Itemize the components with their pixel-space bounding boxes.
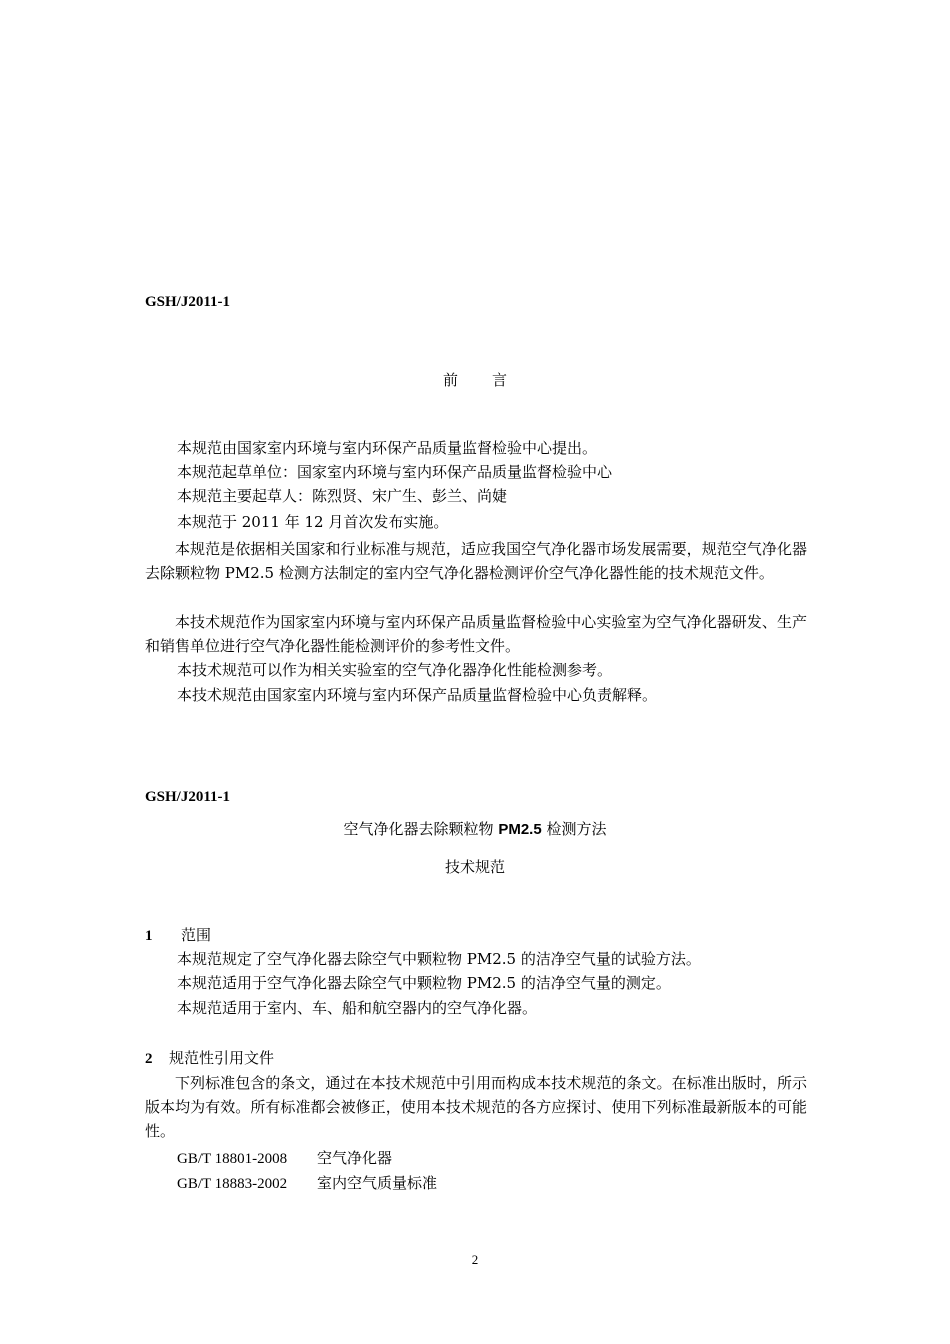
page-number: 2 bbox=[471, 1252, 479, 1267]
preface-line-1: 本规范由国家室内环境与室内环保产品质量监督检验中心提出。 bbox=[177, 439, 598, 457]
section-2-paragraph: 下列标准包含的条文，通过在本技术规范中引用而构成本技术规范的条文。在标准出版时，所示版本均为有效。所有标准都会被修正，使用本技术规范的各方应探讨、使用下列标准最新版本的可能性。 bbox=[145, 1074, 807, 1140]
document-code-header-2: GSH/J2011-1 bbox=[145, 789, 231, 805]
preface-line-2: 本规范起草单位：国家室内环境与室内环保产品质量监督检验中心 bbox=[177, 463, 613, 481]
section-1-heading bbox=[145, 923, 211, 948]
preface-line-3: 本规范主要起草人：陈烈贤、宋广生、彭兰、尚婕 bbox=[177, 487, 508, 505]
document-title-part1: 空气净化器去除颗粒物 bbox=[343, 820, 494, 838]
document-code-header: GSH/J2011-1 bbox=[145, 294, 231, 310]
section-1-line-3: 本规范适用于室内、车、船和航空器内的空气净化器。 bbox=[177, 999, 538, 1017]
preface-line-5: 本技术规范可以作为相关实验室的空气净化器净化性能检测参考。 bbox=[177, 661, 613, 679]
document-title-pm25: PM2.5 bbox=[498, 821, 542, 838]
preface-line-6: 本技术规范由国家室内环境与室内环保产品质量监督检验中心负责解释。 bbox=[177, 686, 658, 704]
reference-name: 室内空气质量标准 bbox=[317, 1174, 438, 1192]
reference-item-1 bbox=[177, 1146, 392, 1171]
document-title bbox=[0, 818, 950, 839]
preface-paragraph-2: 本技术规范作为国家室内环境与室内环保产品质量监督检验中心实验室为空气净化器研发、生产和销售单位进行空气净化器性能检测评价的参考性文件。 bbox=[145, 613, 807, 655]
preface-paragraph-1: 本规范是依据相关国家和行业标准与规范，适应我国空气净化器市场发展需要，规范空气净化器去除颗粒物 PM2.5 检测方法制定的室内空气净化器检测评价空气净化器性能的技术规范文件。 bbox=[145, 540, 807, 582]
section-2-title: 规范性引用文件 bbox=[169, 1049, 275, 1067]
section-1-line-2: 本规范适用于空气净化器去除空气中颗粒物 PM2.5 的洁净空气量的测定。 bbox=[177, 974, 671, 992]
section-2-number: 2 bbox=[145, 1051, 153, 1067]
reference-item-2 bbox=[177, 1171, 437, 1196]
section-1-title: 范围 bbox=[181, 926, 212, 944]
reference-code: GB/T 18883-2002 bbox=[177, 1176, 288, 1192]
document-title-part3: 检测方法 bbox=[546, 820, 607, 838]
preface-line-4: 本规范于 2011 年 12 月首次发布实施。 bbox=[177, 513, 449, 531]
section-2-heading bbox=[145, 1046, 274, 1071]
document-subtitle: 技术规范 bbox=[444, 858, 505, 876]
reference-code: GB/T 18801-2008 bbox=[177, 1151, 288, 1167]
reference-name: 空气净化器 bbox=[317, 1149, 393, 1167]
section-1-number: 1 bbox=[145, 928, 153, 944]
preface-title: 前言 bbox=[442, 371, 541, 389]
section-1-line-1: 本规范规定了空气净化器去除空气中颗粒物 PM2.5 的洁净空气量的试验方法。 bbox=[177, 950, 701, 968]
